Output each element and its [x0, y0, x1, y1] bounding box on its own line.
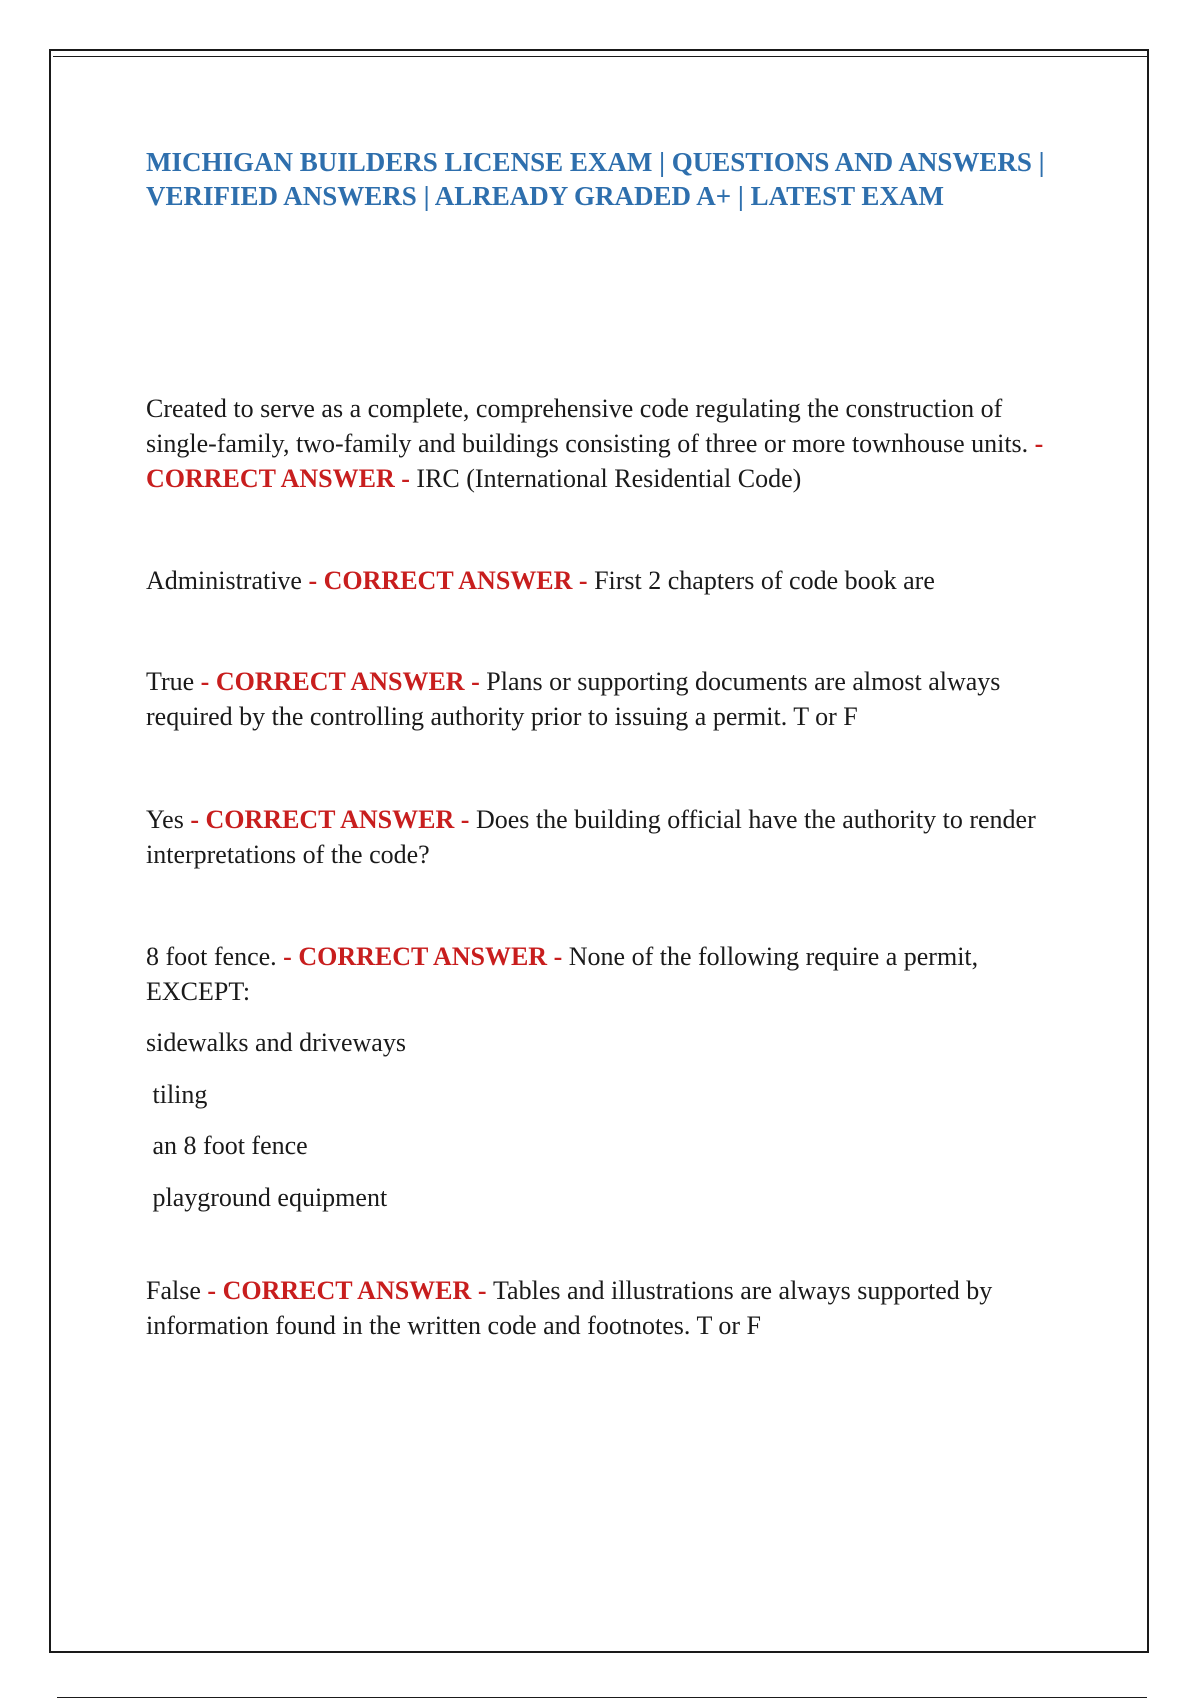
label-separator-left: - [183, 805, 206, 834]
qa-answer: False [146, 1276, 201, 1305]
qa-question: IRC (International Residential Code) [416, 464, 802, 493]
page-top-double-rule [53, 56, 1147, 57]
label-separator-right: - [394, 464, 417, 493]
correct-answer-text: CORRECT ANSWER [146, 464, 395, 493]
qa-item-4 [146, 802, 1066, 872]
option-item: playground equipment [146, 1183, 388, 1212]
qa-answer: True [146, 667, 195, 696]
correct-answer-label [302, 566, 594, 595]
correct-answer-label [201, 1276, 493, 1305]
qa-question: Does the building official have the authority to render interpretations of the code? [146, 805, 1036, 869]
qa-item-3 [146, 664, 1066, 734]
qa-answer: 8 foot fence. [146, 942, 277, 971]
label-separator-right: - [547, 942, 569, 971]
qa-question: Plans or supporting documents are almost always required by the controlling authority prior to issuing a permit. T or F [146, 667, 1001, 731]
label-separator-left: - [1028, 429, 1044, 458]
qa-question: None of the following require a permit, EXCEPT: [146, 942, 979, 1006]
qa-answer: Administrative [146, 566, 302, 595]
correct-answer-text: CORRECT ANSWER [215, 667, 465, 696]
label-separator-left: - [276, 942, 299, 971]
qa-question: First 2 chapters of code book are [594, 566, 935, 595]
label-separator-right: - [464, 667, 487, 696]
qa-question: Tables and illustrations are always supported by information found in the written code and footnotes. T or F [146, 1276, 993, 1340]
qa-item-5 [146, 939, 1066, 1009]
document-content [146, 145, 1066, 1343]
option-item: tiling [146, 1080, 208, 1109]
label-separator-left: - [194, 667, 216, 696]
qa-answer: Yes [146, 805, 184, 834]
correct-answer-text: CORRECT ANSWER [222, 1276, 472, 1305]
qa-answer: Created to serve as a complete, comprehensive code regulating the construction of single-family, two-family and buildings consisting of three or more townhouse units. [146, 394, 1029, 458]
label-separator-left: - [301, 566, 324, 595]
qa-item-5-options [146, 1025, 1066, 1215]
correct-answer-text: CORRECT ANSWER [205, 805, 455, 834]
qa-item-6 [146, 1273, 1066, 1343]
document-title: MICHIGAN BUILDERS LICENSE EXAM | QUESTIONS AND ANSWERS | VERIFIED ANSWERS | ALREADY GRADED A+ | LATEST EXAM [146, 147, 1045, 211]
correct-answer-label [277, 942, 569, 971]
page-bottom-rule [57, 1697, 1147, 1698]
option-item: sidewalks and driveways [146, 1028, 406, 1057]
correct-answer-text: CORRECT ANSWER [298, 942, 548, 971]
label-separator-right: - [572, 566, 595, 595]
label-separator-right: - [471, 1276, 493, 1305]
option-item: an 8 foot fence [146, 1131, 308, 1160]
correct-answer-label [194, 667, 486, 696]
correct-answer-label [184, 805, 476, 834]
correct-answer-text: CORRECT ANSWER [323, 566, 573, 595]
qa-item-2 [146, 563, 1066, 598]
qa-item-1 [146, 391, 1066, 496]
label-separator-left: - [200, 1276, 223, 1305]
label-separator-right: - [454, 805, 476, 834]
